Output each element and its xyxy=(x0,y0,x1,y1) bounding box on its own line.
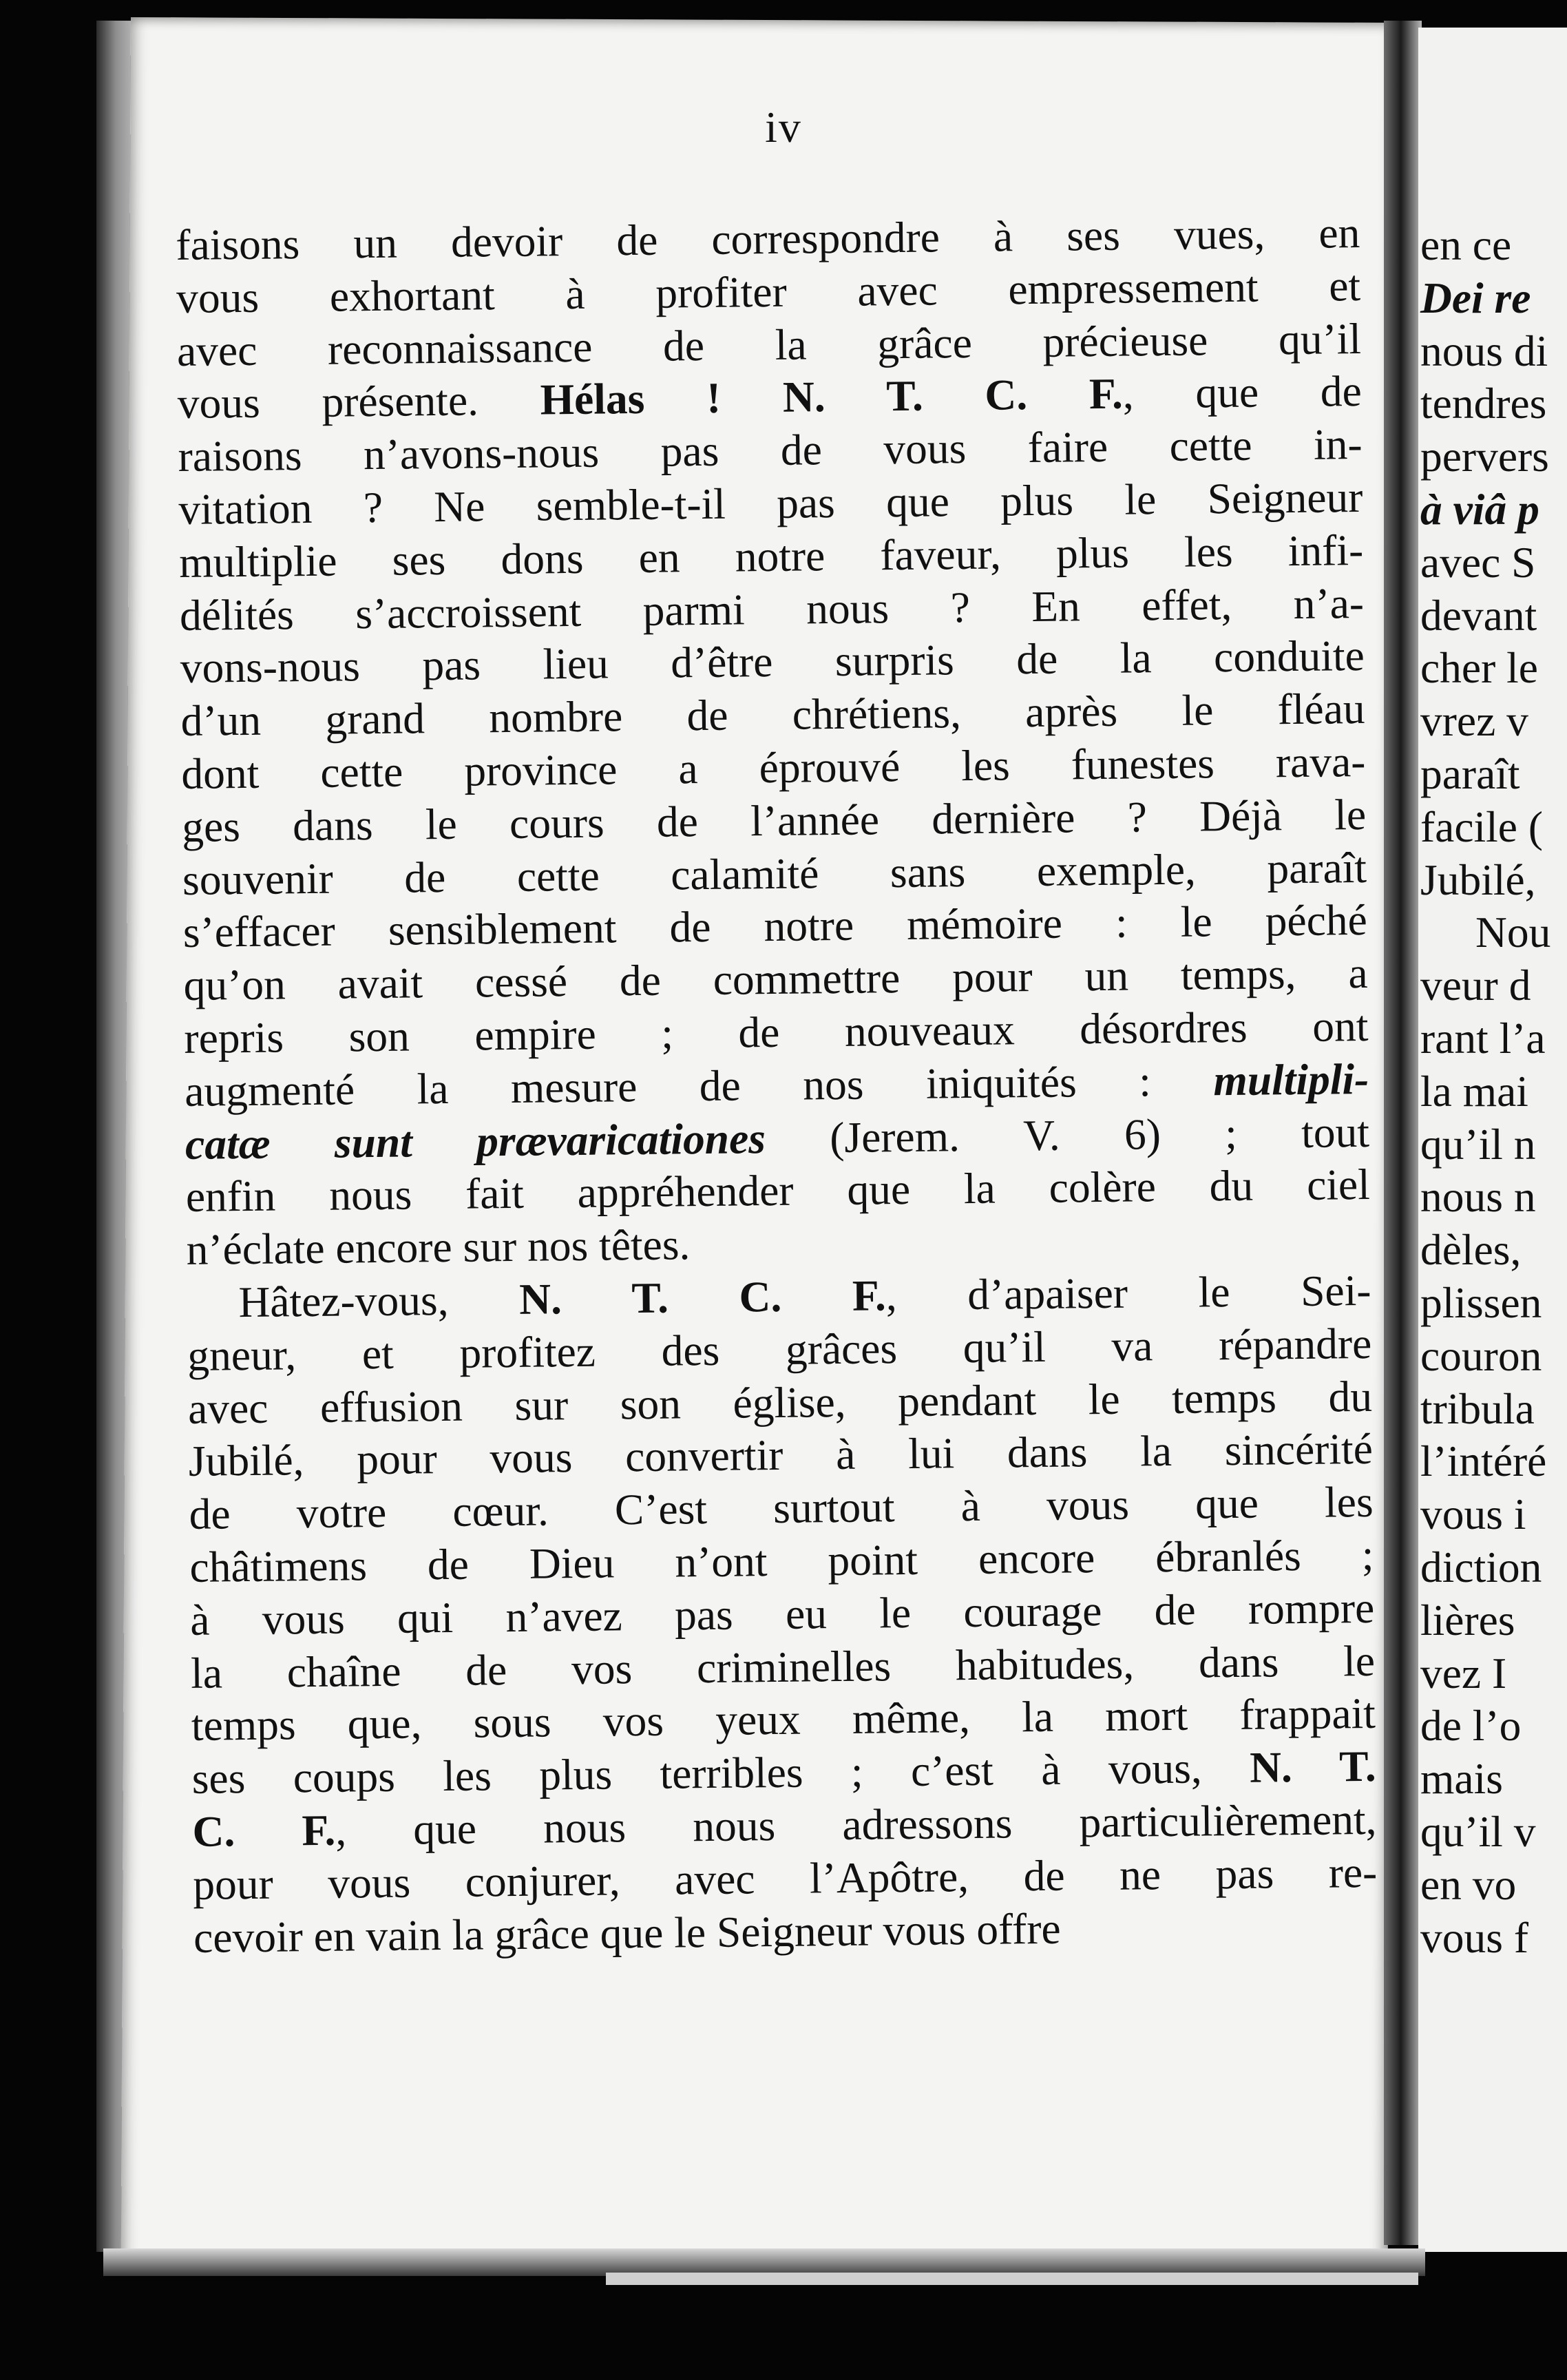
text-line: avec reconnaissance de la grâce précieuse qu’il xyxy=(176,313,1362,375)
text-line: souvenir de cette calamité sans exemple, paraît xyxy=(182,842,1367,904)
facing-text-line: de l’o xyxy=(1420,1701,1522,1751)
text-line: enfin nous fait appréhender que la colère du ciel xyxy=(185,1160,1371,1222)
text-run: (Jerem. V. 6) ; tout xyxy=(765,1107,1370,1162)
facing-text-line: nous di xyxy=(1420,326,1548,375)
facing-text-line: plissen xyxy=(1420,1277,1542,1327)
text-line: dont cette province a éprouvé les funestes rava- xyxy=(181,736,1366,798)
text-line: multiplie ses dons en notre faveur, plus les infi- xyxy=(178,525,1364,587)
main-text-block xyxy=(176,207,1378,1964)
text-line: à vous qui n’avez pas eu le courage de rompre xyxy=(189,1583,1375,1645)
text-line: délités s’accroissent parmi nous ? En effet, n’a- xyxy=(179,578,1365,640)
facing-text-line: Jubilé, xyxy=(1420,855,1536,904)
text-line: repris son empire ; de nouveaux désordres ont xyxy=(184,1001,1369,1063)
facing-text-line: diction xyxy=(1420,1542,1542,1591)
facing-text-line: l’intéré xyxy=(1420,1437,1547,1486)
facing-text-line: en ce xyxy=(1420,220,1512,269)
text-line: de votre cœur. C’est surtout à vous que les xyxy=(189,1477,1374,1539)
text-run: , d’apaiser le Sei- xyxy=(885,1265,1371,1320)
facing-text-line: vez I xyxy=(1420,1648,1507,1698)
text-run: , que nous nous adressons particulièrement, xyxy=(335,1794,1377,1855)
text-line: faisons un devoir de correspondre à ses vues, en xyxy=(176,207,1360,269)
text-run: augmenté la mesure de nos iniquités : xyxy=(184,1056,1214,1116)
facing-text-line: qu’il v xyxy=(1420,1806,1536,1856)
facing-text-line: vrez v xyxy=(1420,696,1528,746)
facing-text-line: veur d xyxy=(1420,961,1531,1010)
text-line: la chaîne de vos criminelles habitudes, dans le xyxy=(190,1636,1376,1698)
text-line: qu’on avait cessé de commettre pour un temps, a xyxy=(183,948,1368,1010)
text-run: C. F. xyxy=(192,1805,336,1856)
facing-text-line: la mai xyxy=(1420,1066,1528,1116)
facing-text-line: cher le xyxy=(1420,643,1538,693)
facing-text-line: devant xyxy=(1420,590,1537,640)
text-line: châtimens de Dieu n’ont point encore ébranlés ; xyxy=(189,1530,1374,1591)
text-run: ses coups les plus terribles ; c’est à vous, xyxy=(191,1742,1250,1803)
facing-text-line: nous n xyxy=(1420,1172,1536,1222)
facing-text-line: rant l’a xyxy=(1420,1013,1546,1063)
facing-page-text xyxy=(1420,219,1567,1964)
facing-text-line: couron xyxy=(1420,1330,1542,1380)
facing-text-line: en vo xyxy=(1420,1859,1517,1909)
facing-text-line: avec S xyxy=(1420,537,1536,587)
facing-text-line: dèles, xyxy=(1420,1225,1522,1275)
text-line: temps que, sous vos yeux même, la mort frappait xyxy=(191,1689,1376,1751)
text-run: N. T. xyxy=(1249,1741,1376,1792)
facing-text-line: lières xyxy=(1420,1595,1515,1645)
text-run: vous présente. xyxy=(177,375,541,428)
text-line: vitation ? Ne semble-t-il pas que plus le Seigneur xyxy=(178,472,1363,534)
facing-text-line: vous f xyxy=(1420,1912,1528,1962)
text-line: vons-nous pas lieu d’être surpris de la conduite xyxy=(180,631,1365,693)
facing-text-line: pervers xyxy=(1420,432,1549,481)
facing-text-line: facile ( xyxy=(1420,802,1544,851)
text-run: Hélas ! N. T. C. F. xyxy=(540,368,1124,424)
text-line: gneur, et profitez des grâces qu’il va répandre xyxy=(187,1318,1372,1380)
facing-text-line: Nou xyxy=(1475,908,1551,957)
text-run: N. T. C. F. xyxy=(518,1271,887,1324)
facing-text-line: vous i xyxy=(1420,1490,1526,1539)
text-line: pour vous conjurer, avec l’Apôtre, de ne pas re- xyxy=(192,1847,1378,1909)
text-run: catæ sunt prævaricationes xyxy=(185,1113,766,1169)
bottom-strip xyxy=(606,2273,1418,2285)
text-run: , que de xyxy=(1122,366,1363,418)
text-line: cevoir en vain la grâce que le Seigneur vous offre xyxy=(193,1903,1061,1962)
text-line: s’effacer sensiblement de notre mémoire : le péché xyxy=(182,895,1368,957)
text-line: avec effusion sur son église, pendant le temps du xyxy=(187,1371,1373,1433)
facing-text-line: qu’il n xyxy=(1420,1119,1536,1169)
text-line: n’éclate encore sur nos têtes. xyxy=(186,1220,691,1275)
facing-text-line: à viâ p xyxy=(1420,484,1539,534)
page-number: iv xyxy=(765,103,802,152)
bottom-page-edges xyxy=(103,2248,1425,2276)
facing-text-line: Dei re xyxy=(1420,273,1531,322)
facing-text-line: tendres xyxy=(1420,379,1547,428)
text-line: Jubilé, pour vous convertir à lui dans la sincérité xyxy=(188,1424,1374,1486)
facing-text-line: mais xyxy=(1420,1754,1503,1804)
text-run: Hâtez-vous, xyxy=(238,1274,520,1327)
text-line: d’un grand nombre de chrétiens, après le fléau xyxy=(180,684,1365,746)
text-line: ges dans le cours de l’année dernière ? Déjà le xyxy=(181,789,1367,851)
facing-text-line: paraît xyxy=(1420,749,1520,798)
text-run: multipli- xyxy=(1212,1054,1369,1105)
facing-text-line: tribula xyxy=(1420,1384,1535,1433)
book-gutter xyxy=(1384,21,1422,2245)
text-line: vous exhortant à profiter avec empressement et xyxy=(176,260,1361,322)
text-line: raisons n’avons-nous pas de vous faire cette in- xyxy=(178,419,1363,481)
